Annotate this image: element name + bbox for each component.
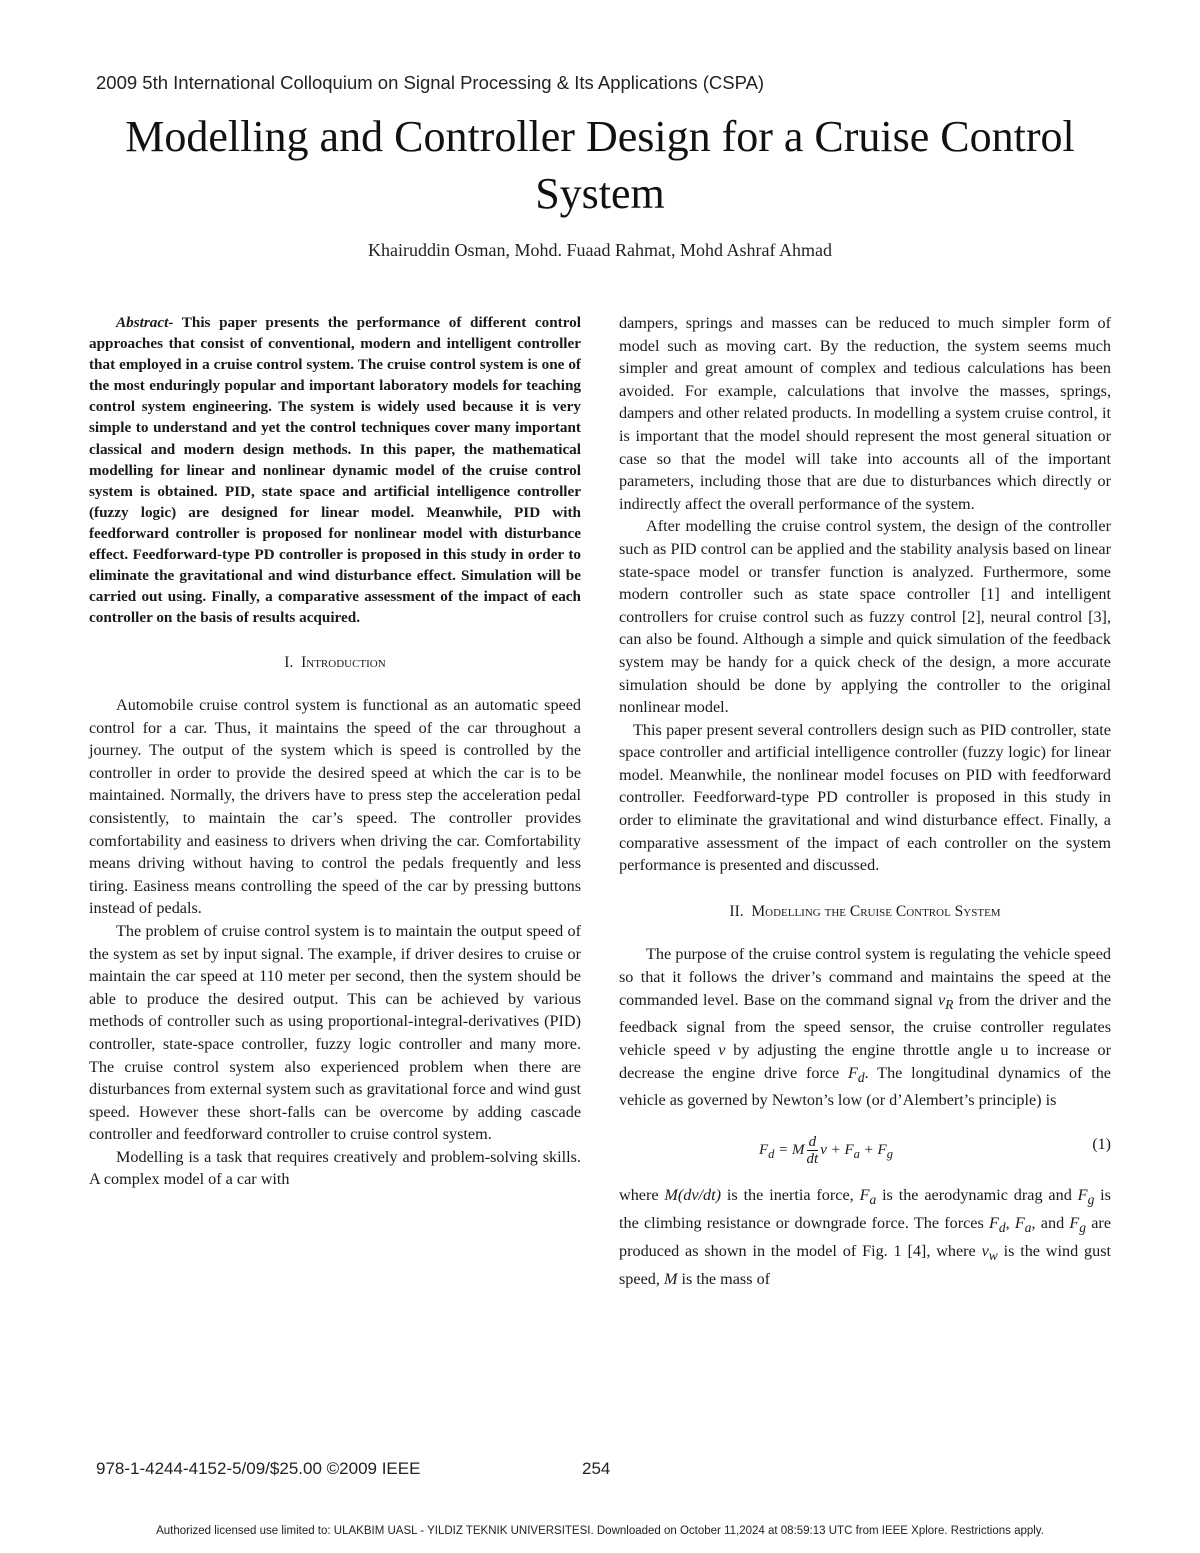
intro-paragraph-3-continued: dampers, springs and masses can be reduced to much simpler form of model such as moving cart. By the reduction, the system seems much simpler and great amount of complex and tedious calculations has been avoided. For example, calculations that involve the masses, springs, dampers and other related products. In modelling a system cruise control, it is important that the model should represent the most general situation or case so that the model will take into accounts all of the important parameters, including those that are due to disturbances which directly or indirectly affect the overall performance of the system.: [619, 314, 1111, 513]
subscript: d: [998, 1220, 1006, 1236]
symbol-Fd: F: [848, 1063, 858, 1082]
text-run: are produced as shown in the model of Fig. 1 [4], where: [619, 1213, 1112, 1260]
symbol-M: M: [663, 1269, 678, 1288]
title-line-1: Modelling and Controller Design for a Cruise Control: [125, 112, 1075, 161]
eq-term: v + F: [820, 1142, 854, 1158]
intro-paragraph-2: The problem of cruise control system is to maintain the output speed of the system as set by input signal. The example, if driver desires to cruise or maintain the car speed at 110 meter per second, then the system should be able to produce the desired output. This can be achieved by various methods of controller such as using proportional-integral-derivatives (PID) controller, state-space controller, fuzzy logic controller and many more. The cruise control system also experienced problem when there are disturbances from external system such as gravitational force and wind gust speed. However these short-falls can be overcome by adding cascade controller and feedforward controller to cruise control system.: [89, 921, 581, 1144]
author-list: Khairuddin Osman, Mohd. Fuaad Rahmat, Mohd Ashraf Ahmad: [368, 240, 832, 260]
fraction-denominator: dt: [806, 1151, 819, 1168]
symbol-vw: v: [981, 1241, 989, 1260]
symbol-Fa: F: [859, 1186, 870, 1205]
text-run: is the inertia force,: [721, 1186, 860, 1205]
title-line-2: System: [535, 169, 665, 218]
subscript: a: [1024, 1220, 1032, 1236]
abstract-text: This paper presents the performance of different control approaches that consist of conventional, modern and intelligent controller that employed in a cruise control system. The cruise control system is one of the most enduringly popular and important laboratory models for teaching control system engineering. The system is widely used because it is very simple to understand and yet the control techniques cover many important classical and modern design methods. In this paper, the mathematical modelling for linear and nonlinear dynamic model of the cruise control system is obtained. PID, state space and artificial intelligence controller (fuzzy logic) are designed for linear model. Meanwhile, PID with feedforward controller is proposed for nonlinear model with disturbance effect. Feedforward-type PD controller is proposed in this study in order to eliminate the gravitational and wind disturbance effect. Simulation will be carried out using. Finally, a comparative assessment of the impact of each controller on the basis of results acquired.: [89, 314, 581, 627]
footer-isbn: 978-1-4244-4152-5/09/$25.00 ©2009 IEEE: [96, 1459, 421, 1478]
subscript: w: [988, 1247, 998, 1263]
subscript: d: [857, 1069, 865, 1085]
text-run: ,: [1005, 1213, 1015, 1232]
subscript: a: [869, 1192, 877, 1208]
eq-subscript: a: [853, 1147, 860, 1161]
equation-body: [759, 1134, 893, 1167]
intro-paragraph-3: Modelling is a task that requires creatively and problem-solving skills. A complex model of a car with: [89, 1147, 581, 1189]
derivative-fraction: [807, 1134, 819, 1167]
eq-subscript: d: [768, 1147, 775, 1161]
symbol-inertia: M(dv/dt): [664, 1186, 722, 1205]
right-column: [619, 312, 1111, 1290]
eq-term: + F: [859, 1142, 887, 1158]
subscript: R: [945, 996, 954, 1012]
paper-title: [60, 108, 1140, 222]
text-run: is the wind gust speed,: [619, 1241, 1111, 1288]
intro-paragraph-5: This paper present several controllers design such as PID controller, state space controller and artificial intelligence controller (fuzzy logic) for linear model. Meanwhile, the nonlinear model focuses on PID with feedforward controller. Feedforward-type PD controller is proposed in this study in order to eliminate the gravitational and wind disturbance effect. Finally, a comparative assessment of the impact of each controller on the system performance is presented and discussed.: [619, 720, 1111, 875]
conference-header: 2009 5th International Colloquium on Signal Processing & Its Applications (CSPA): [96, 72, 765, 93]
modelling-paragraph-2: [619, 1184, 1111, 1290]
modelling-paragraph-1: [619, 943, 1111, 1112]
abstract: [89, 312, 581, 628]
subscript: g: [1079, 1220, 1087, 1236]
text-run: . The longitudinal dynamics of the vehicle as governed by Newton’s low (or d’Alembert’s principle) is: [619, 1063, 1111, 1110]
text-run: by adjusting the engine throttle angle u to increase or decrease the engine drive force: [619, 1041, 1111, 1082]
text-run: from the driver and the feedback signal from the speed sensor, the cruise controller regulates vehicle speed: [619, 990, 1112, 1060]
section-number: I.: [284, 654, 294, 672]
symbol-Fa: F: [1014, 1213, 1025, 1232]
eq-subscript: g: [886, 1147, 893, 1161]
section-title: Modelling the Cruise Control System: [751, 902, 1001, 920]
symbol-Fg: F: [1077, 1186, 1088, 1205]
equation-number: (1): [1092, 1136, 1111, 1154]
section-title: Introduction: [301, 654, 386, 672]
symbol-v: v: [718, 1041, 726, 1060]
text-run: is the aerodynamic drag and: [876, 1186, 1078, 1205]
text-run: is the climbing resistance or downgrade force. The forces: [619, 1186, 1111, 1232]
symbol-Fg: F: [1069, 1213, 1080, 1232]
section-number: II.: [729, 902, 744, 920]
text-run: , and: [1031, 1213, 1070, 1232]
section-heading-introduction: [89, 652, 581, 675]
fraction-numerator: d: [807, 1134, 819, 1151]
eq-term: F: [759, 1142, 769, 1158]
intro-paragraph-4: After modelling the cruise control system, the design of the controller such as PID control can be applied and the stability analysis based on linear state-space model or transfer function is analyzed. Furthermore, some modern controller such as state space controller [1] and intelligent controllers for cruise control such as fuzzy control [2], neural control [3], can also be found. Although a simple and quick simulation of the feedback system may be handy for a quick check of the design, a more accurate simulation should be done by applying the controller to the original nonlinear model.: [619, 517, 1111, 717]
section-heading-modelling: [619, 901, 1111, 924]
page-number: 254: [582, 1459, 611, 1478]
symbol-vR: v: [937, 990, 946, 1009]
symbol-Fd: F: [988, 1213, 999, 1232]
abstract-label: Abstract-: [116, 314, 174, 331]
intro-paragraph-1: Automobile cruise control system is functional as an automatic speed control for a car. Thus, it maintains the speed of the car throughout a journey. The output of the system which is speed is controlled by the controller in order to provide the desired speed at which the car is to be maintained. Normally, the drivers have to press step the acceleration pedal consistently, to maintain the car’s speed. The controller provides comfortability and easiness to drivers when driving the car. Comfortability means driving without having to control the pedals frequently and less tiring. Easiness means controlling the speed of the car by pressing buttons instead of pedals.: [89, 696, 581, 918]
eq-term: = M: [774, 1142, 805, 1158]
license-notice: Authorized licensed use limited to: ULAKBIM UASL - YILDIZ TEKNIK UNIVERSITESI. Downloaded on October 11,2024 at 08:59:13 UTC from IEEE Xplore. Restrictions apply.: [156, 1525, 1044, 1537]
text-run: The purpose of the cruise control system is regulating the vehicle speed so that it follows the driver’s command and maintains the speed at the commanded level. Base on the command signal: [619, 945, 1111, 1009]
text-run: where: [619, 1186, 665, 1205]
equation-1: [619, 1126, 1111, 1182]
left-column: [89, 312, 581, 1191]
text-run: is the mass of: [677, 1269, 771, 1288]
subscript: g: [1087, 1192, 1095, 1208]
